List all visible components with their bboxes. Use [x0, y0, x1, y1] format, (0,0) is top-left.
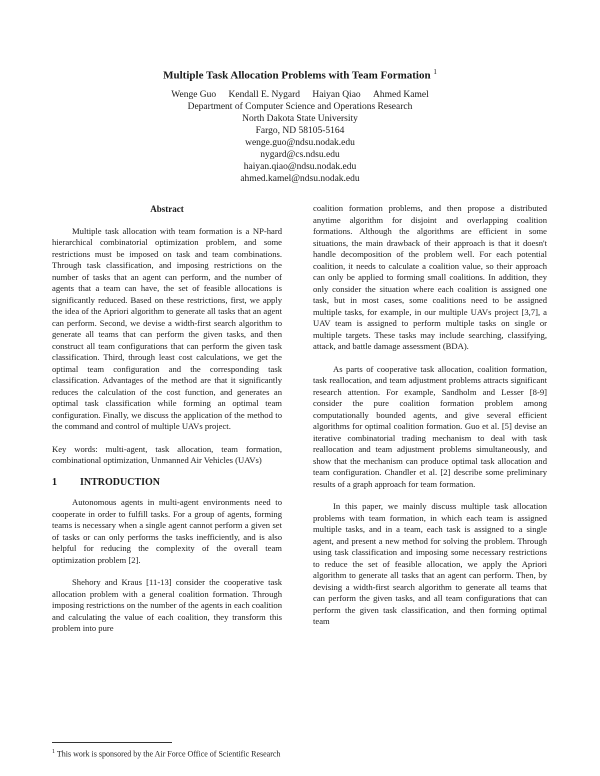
- author-block: [0, 89, 600, 185]
- author-location: Fargo, ND 58105-5164: [255, 126, 345, 136]
- author-email: nygard@cs.ndsu.edu: [260, 150, 340, 160]
- author-names: [0, 89, 600, 101]
- footnote-mark: 1: [52, 749, 55, 755]
- author-email: haiyan.qiao@ndsu.nodak.edu: [243, 162, 357, 172]
- intro-paragraph-2: Shehory and Kraus [11-13] consider the cooperative task allocation problem with a general coalition formation. Through imposing restrictions on the number of the agents in each coalition and calculating the value of each coalition, they transform this problem into pure: [52, 577, 282, 633]
- footnote-rule: [52, 742, 172, 743]
- right-column: [313, 203, 547, 628]
- author-email: ahmed.kamel@ndsu.nodak.edu: [240, 174, 360, 184]
- footnote: [52, 747, 280, 760]
- footnote-text: This work is sponsored by the Air Force Office of Scientific Research: [56, 749, 281, 759]
- keywords: Key words: multi-agent, task allocation, team formation, combinational optimization, Unmanned Air Vehicles (UAVs): [52, 443, 282, 465]
- title-text: Multiple Task Allocation Problems with Team Formation: [163, 69, 431, 82]
- title-footnote-mark: 1: [433, 68, 437, 76]
- paper-title: [0, 65, 600, 83]
- section-number: 1: [52, 476, 57, 488]
- author-email: wenge.guo@ndsu.nodak.edu: [245, 138, 355, 148]
- author-name: Wenge Guo: [171, 90, 217, 100]
- abstract-heading: Abstract: [150, 204, 184, 214]
- abstract-text: Multiple task allocation with team formation is a NP-hard hierarchical combinatorial optimization problem, and some restrictions must be imposed on task and team combinations. Through task classification, and imposing restrictions on the number of tasks that an agent can perform, and the number of agents that a team can have, the set of feasible allocations is significantly reduced. Based on these restrictions, first, we apply the idea of the Apriori algorithm to generate all tasks that an agent can perform. Second, we devise a width-first search algorithm to generate all teams that can perform the given tasks, and then construct all team configurations that can perform the given task classification. Third, through least cost calculations, we get the optimal team configuration and the corresponding task classification. Advantages of the method are that it significantly reduces the calculation of the cost function, and generates an optimal task classification while forming an optimal team configuration. Finally, we discuss the application of the method to the command and control of multiple UAVs project.: [52, 225, 282, 431]
- right-paragraph-3: In this paper, we mainly discuss multiple task allocation problems with team formation, in which each team is assigned multiple tasks, and in a team, each task is assigned to a single agent, and present a new method for solving the problem. Through using task classification and imposing some necessary restrictions to reduce the set of feasible allocation, we apply the Apriori algorithm to generate all tasks that an agent can perform. Then, by devising a width-first search algorithm to generate all teams that can perform the given tasks, and all team configurations that can perform the given task classification, and then forming optimal team: [313, 501, 547, 626]
- right-paragraph-2: As parts of cooperative task allocation, coalition formation, task reallocation, and team adjustment problems attracts significant research attention. For example, Sandholm and Lesser [8-9] consider the pure coalition formation problem among computationally bounded agents, and give several efficient algorithms for optimal coalition formation. Guo et al. [5] devise an iterative combinatorial trading mechanism to deal with task reallocation and team adjustment problems simultaneously, and show that the mechanism can produce optimal task allocation and team configuration. Chandler et al. [2] describe some preliminary results of a graph approach for team formation.: [313, 363, 547, 489]
- right-paragraph-1: coalition formation problems, and then propose a distributed anytime algorithm for disjoint and overlapping coalition formations. Although the algorithms are efficient in some situations, the main drawback of their approach is that it doesn't handle decomposition of the problem well. For each potential coalition, it needs to calculate a coalition value, so their approach can only be applied to forming small coalitions. In addition, they only consider the situation where each coalition is assigned one task, but in most cases, some coalitions need to be assigned multiple tasks, for example, in our multiple UAVs project [3,7], a UAV team is assigned to perform multiple tasks on single or multiple targets. These tasks may include searching, classifying, attack, and battle damage assessment (BDA).: [313, 203, 547, 351]
- section-title: INTRODUCTION: [80, 476, 161, 488]
- left-column: [52, 204, 282, 635]
- author-university: North Dakota State University: [242, 114, 358, 124]
- author-name: Kendall E. Nygard: [228, 90, 301, 100]
- section-heading: [52, 477, 282, 489]
- intro-paragraph-1: Autonomous agents in multi-agent environments need to cooperate in order to fulfill tasks. For a group of agents, forming teams is necessary when a single agent cannot perform a given set of tasks or can only performs the tasks inefficiently, and is also helpful for reducing the complexity of the overall team optimization problem [2].: [52, 497, 282, 565]
- author-department: Department of Computer Science and Operations Research: [187, 102, 413, 112]
- author-name: Haiyan Qiao: [312, 90, 361, 100]
- author-name: Ahmed Kamel: [373, 90, 429, 100]
